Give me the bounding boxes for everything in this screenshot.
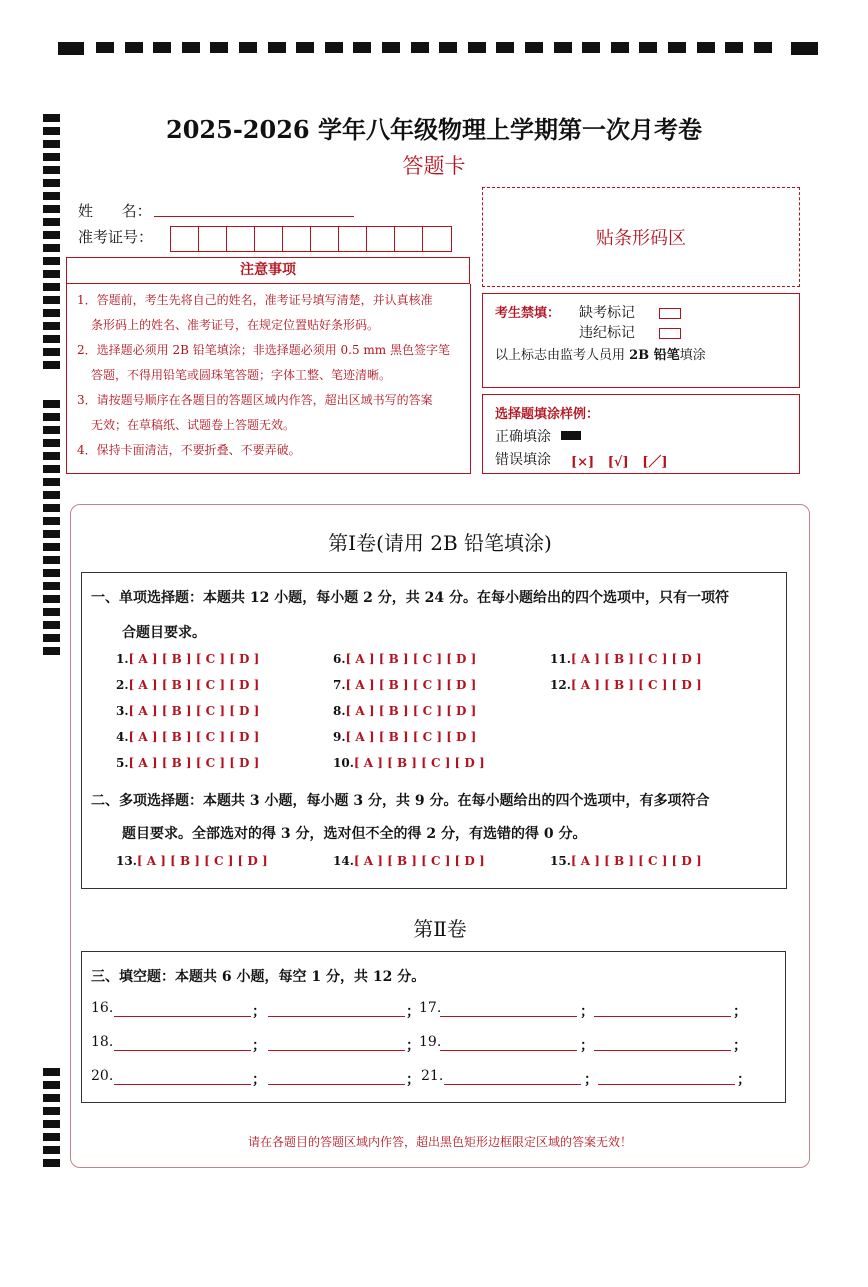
semicolon: ； xyxy=(733,1004,747,1020)
option-bubbles[interactable]: [ A ] [ B ] [ C ] [ D ] xyxy=(128,704,260,718)
forbid-note xyxy=(495,344,706,363)
choice-section-box xyxy=(81,572,787,889)
option-bubbles[interactable]: [ A ] [ B ] [ C ] [ D ] xyxy=(353,756,485,770)
fill-question-number: 19. xyxy=(419,1034,442,1050)
choice-question-4[interactable] xyxy=(116,730,259,744)
absent-mark-label: 缺考标记 xyxy=(579,305,635,321)
footer-warning: 请在各题目的答题区域内作答，超出黑色矩形边框限定区域的答案无效！ xyxy=(247,1135,632,1149)
notice-item: 1．答题前，考生先将自己的姓名，准考证号填写清楚，并认真核准 xyxy=(77,293,433,307)
semicolon: ； xyxy=(584,1072,598,1088)
option-bubbles[interactable]: [ A ] [ B ] [ C ] [ D ] xyxy=(136,854,268,868)
choice-question-5[interactable] xyxy=(116,756,259,770)
choice-question-8[interactable] xyxy=(333,704,476,718)
multi-choice-heading-cont: 题目要求。全部选对的得 3 分，选对但不全的得 2 分，有选错的得 0 分。 xyxy=(122,826,587,842)
notice-item: 4．保持卡面清洁，不要折叠、不要弄破。 xyxy=(77,443,301,457)
option-bubbles[interactable]: [ A ] [ B ] [ C ] [ D ] xyxy=(570,854,702,868)
option-bubbles[interactable]: [ A ] [ B ] [ C ] [ D ] xyxy=(345,652,477,666)
fill-answer-line[interactable] xyxy=(114,1016,251,1017)
choice-question-3[interactable] xyxy=(116,704,259,718)
fill-answer-line[interactable] xyxy=(598,1084,735,1085)
correct-fill-example xyxy=(561,431,581,440)
question-number: 5. xyxy=(116,756,129,770)
option-bubbles[interactable]: [ A ] [ B ] [ C ] [ D ] xyxy=(345,704,477,718)
violation-mark-label: 违纪标记 xyxy=(579,325,635,341)
choice-question-6[interactable] xyxy=(333,652,476,666)
single-choice-heading: 一、单项选择题：本题共 12 小题，每小题 2 分，共 24 分。在每小题给出的四个选项中，只有一项符 xyxy=(91,590,729,606)
semicolon: ； xyxy=(252,1072,266,1088)
id-digit-box[interactable] xyxy=(227,227,255,251)
fill-answer-line[interactable] xyxy=(114,1050,251,1051)
fill-answer-line[interactable] xyxy=(114,1084,251,1085)
fill-question-number: 17. xyxy=(419,1000,442,1016)
forbid-note-suffix: 填涂 xyxy=(679,348,706,363)
fill-answer-line[interactable] xyxy=(594,1016,731,1017)
barcode-label: 贴条形码区 xyxy=(596,228,686,249)
notice-item: 答题，不得用铅笔或圆珠笔答题；字体工整、笔迹清晰。 xyxy=(91,368,392,382)
fill-answer-line[interactable] xyxy=(440,1016,577,1017)
name-field[interactable] xyxy=(154,216,354,217)
fill-question-number: 16. xyxy=(91,1000,114,1016)
semicolon: ； xyxy=(406,1038,420,1054)
option-bubbles[interactable]: [ A ] [ B ] [ C ] [ D ] xyxy=(353,854,485,868)
question-number: 7. xyxy=(333,678,346,692)
question-number: 3. xyxy=(116,704,129,718)
notice-item: 无效；在草稿纸、试题卷上答题无效。 xyxy=(91,418,296,432)
semicolon: ； xyxy=(737,1072,751,1088)
choice-question-13[interactable] xyxy=(116,854,268,868)
semicolon: ； xyxy=(252,1004,266,1020)
id-number-boxes[interactable] xyxy=(170,226,452,252)
sample-title: 选择题填涂样例： xyxy=(495,407,600,422)
question-number: 14. xyxy=(333,854,354,868)
fill-question-number: 18. xyxy=(91,1034,114,1050)
page-title: 2025-2026 学年八年级物理上学期第一次月考卷 xyxy=(166,115,702,144)
choice-question-2[interactable] xyxy=(116,678,259,692)
single-choice-heading-cont: 合题目要求。 xyxy=(122,625,206,641)
fill-question-number: 20. xyxy=(91,1068,114,1084)
fill-sample-box xyxy=(482,394,800,474)
choice-question-7[interactable] xyxy=(333,678,476,692)
question-number: 12. xyxy=(550,678,571,692)
fill-answer-line[interactable] xyxy=(268,1016,405,1017)
semicolon: ； xyxy=(580,1038,594,1054)
sample-correct-label: 正确填涂 xyxy=(495,429,551,445)
fill-answer-line[interactable] xyxy=(268,1050,405,1051)
semicolon: ； xyxy=(252,1038,266,1054)
notice-item: 3．请按题号顺序在各题目的答题区域内作答，超出区域书写的答案 xyxy=(77,393,433,407)
choice-question-15[interactable] xyxy=(550,854,702,868)
question-number: 9. xyxy=(333,730,346,744)
id-digit-box[interactable] xyxy=(199,227,227,251)
fill-answer-line[interactable] xyxy=(444,1084,581,1085)
notice-item: 2．选择题必须用 2B 铅笔填涂；非选择题必须用 0.5 mm 黑色签字笔 xyxy=(77,343,451,357)
wrong-fill-examples: [×] [√] [／] xyxy=(571,455,668,470)
question-number: 8. xyxy=(333,704,346,718)
option-bubbles[interactable]: [ A ] [ B ] [ C ] [ D ] xyxy=(128,678,260,692)
option-bubbles[interactable]: [ A ] [ B ] [ C ] [ D ] xyxy=(345,730,477,744)
semicolon: ； xyxy=(406,1072,420,1088)
violation-mark-box[interactable] xyxy=(659,328,681,339)
multi-choice-heading: 二、多项选择题：本题共 3 小题，每小题 3 分，共 9 分。在每小题给出的四个选项中，有多项符合 xyxy=(91,793,710,809)
question-number: 4. xyxy=(116,730,129,744)
fill-answer-line[interactable] xyxy=(268,1084,405,1085)
absent-mark-box[interactable] xyxy=(659,308,681,319)
id-digit-box[interactable] xyxy=(255,227,283,251)
id-digit-box[interactable] xyxy=(423,227,451,251)
forbid-title: 考生禁填： xyxy=(495,306,561,321)
sample-wrong-label: 错误填涂 xyxy=(495,452,551,468)
notice-item: 条形码上的姓名、准考证号，在规定位置贴好条形码。 xyxy=(91,318,380,332)
option-bubbles[interactable]: [ A ] [ B ] [ C ] [ D ] xyxy=(128,730,260,744)
id-digit-box[interactable] xyxy=(367,227,395,251)
semicolon: ； xyxy=(406,1004,420,1020)
option-bubbles[interactable]: [ A ] [ B ] [ C ] [ D ] xyxy=(345,678,477,692)
forbid-note-prefix: 以上标志由监考人员用 xyxy=(495,348,630,363)
choice-question-10[interactable] xyxy=(333,756,485,770)
choice-question-12[interactable] xyxy=(550,678,702,692)
question-number: 1. xyxy=(116,652,129,666)
choice-question-1[interactable] xyxy=(116,652,259,666)
id-digit-box[interactable] xyxy=(395,227,423,251)
fill-answer-line[interactable] xyxy=(594,1050,731,1051)
option-bubbles[interactable]: [ A ] [ B ] [ C ] [ D ] xyxy=(570,678,702,692)
option-bubbles[interactable]: [ A ] [ B ] [ C ] [ D ] xyxy=(570,652,702,666)
option-bubbles[interactable]: [ A ] [ B ] [ C ] [ D ] xyxy=(128,756,260,770)
notice-title: 注意事项 xyxy=(66,257,470,284)
fill-section-box xyxy=(81,951,786,1103)
question-number: 2. xyxy=(116,678,129,692)
question-number: 13. xyxy=(116,854,137,868)
choice-question-9[interactable] xyxy=(333,730,476,744)
id-digit-box[interactable] xyxy=(171,227,199,251)
forbid-note-bold: 2B 铅笔 xyxy=(629,348,680,363)
semicolon: ； xyxy=(733,1038,747,1054)
barcode-area xyxy=(482,187,800,287)
fill-answer-line[interactable] xyxy=(440,1050,577,1051)
id-digit-box[interactable] xyxy=(339,227,367,251)
left-timing-marks xyxy=(0,60,70,1287)
question-number: 10. xyxy=(333,756,354,770)
semicolon: ； xyxy=(580,1004,594,1020)
fill-question-number: 21. xyxy=(421,1068,444,1084)
choice-question-14[interactable] xyxy=(333,854,485,868)
option-bubbles[interactable]: [ A ] [ B ] [ C ] [ D ] xyxy=(128,652,260,666)
question-number: 15. xyxy=(550,854,571,868)
notice-body xyxy=(66,284,471,474)
choice-question-11[interactable] xyxy=(550,652,702,666)
fill-heading: 三、填空题：本题共 6 小题，每空 1 分，共 12 分。 xyxy=(91,969,426,985)
examinee-forbidden-box xyxy=(482,293,800,388)
question-number: 11. xyxy=(550,652,571,666)
question-number: 6. xyxy=(333,652,346,666)
page-subtitle: 答题卡 xyxy=(402,154,466,178)
part1-title: 第Ⅰ卷(请用 2B 铅笔填涂) xyxy=(328,531,552,555)
id-label: 准考证号： xyxy=(78,228,154,246)
name-label: 姓 名： xyxy=(78,202,152,220)
id-digit-box[interactable] xyxy=(283,227,311,251)
id-digit-box[interactable] xyxy=(311,227,339,251)
top-timing-marks xyxy=(0,0,868,60)
part2-title: 第Ⅱ卷 xyxy=(413,917,467,941)
